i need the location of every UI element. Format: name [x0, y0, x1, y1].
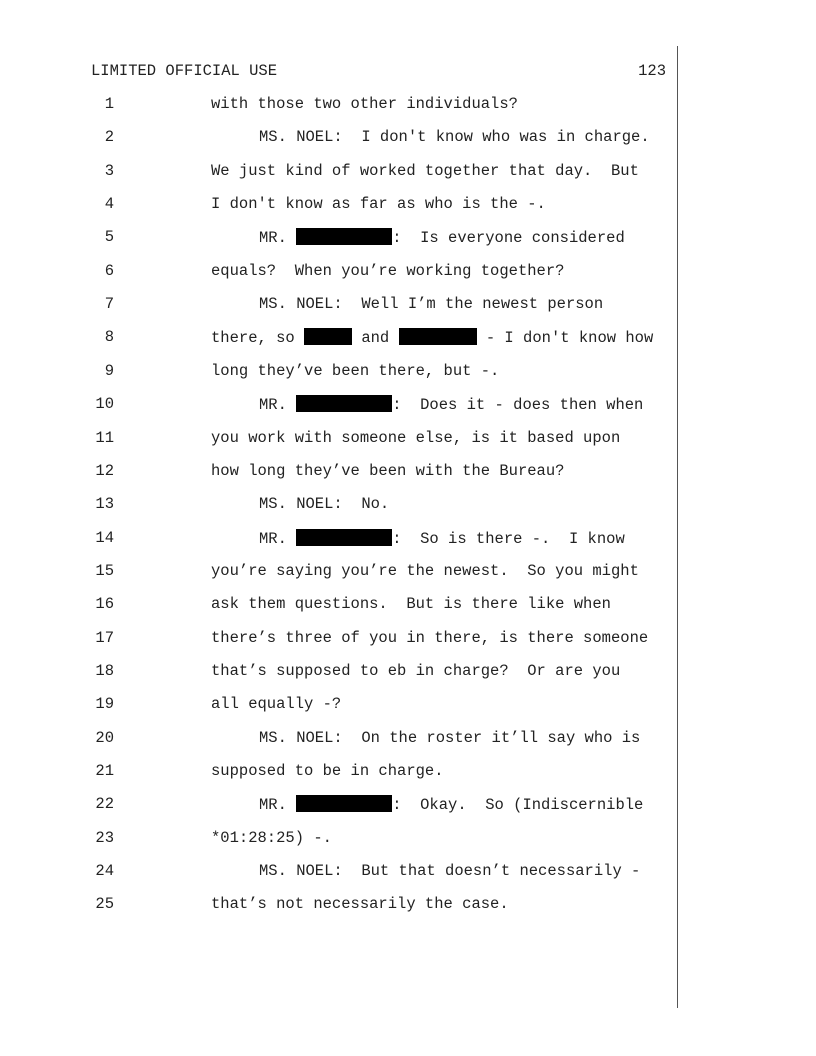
line-text: [211, 162, 639, 180]
line-text-segment: with those two other individuals?: [211, 95, 518, 113]
line-number: 19: [95, 695, 114, 713]
line-text: [211, 629, 648, 647]
transcript-line: [0, 95, 680, 119]
line-text-segment: you work with someone else, is it based upon: [211, 429, 621, 447]
line-text-segment: : Is everyone considered: [392, 229, 625, 247]
line-number: 17: [95, 629, 114, 647]
line-text: [259, 295, 603, 313]
line-text-segment: : So is there -. I know: [392, 530, 625, 548]
line-text: [211, 362, 499, 380]
line-text: [211, 762, 444, 780]
line-text: [259, 529, 625, 548]
redaction-block: [296, 795, 392, 812]
line-text: [211, 662, 620, 680]
transcript-line: [0, 195, 680, 219]
transcript-line: [0, 262, 680, 286]
line-number: 15: [95, 562, 114, 580]
line-text: [211, 595, 611, 613]
line-number: 2: [104, 128, 114, 146]
line-text: [211, 829, 332, 847]
line-text-segment: supposed to be in charge.: [211, 762, 444, 780]
line-text-segment: that’s not necessarily the case.: [211, 895, 509, 913]
transcript-line: [0, 128, 680, 152]
transcript-line: [0, 762, 680, 786]
transcript-line: [0, 862, 680, 886]
line-text: [211, 262, 564, 280]
transcript-line: [0, 429, 680, 453]
line-number: 18: [95, 662, 114, 680]
line-text-segment: MR.: [259, 530, 297, 548]
line-text-segment: : Does it - does then when: [392, 396, 644, 414]
transcript-line: [0, 462, 680, 486]
line-number: 3: [104, 162, 114, 180]
line-text: [211, 95, 518, 113]
line-number: 22: [95, 795, 114, 813]
line-text-segment: equals? When you’re working together?: [211, 262, 565, 280]
line-text-segment: We just kind of worked together that day. But: [211, 162, 639, 180]
line-text: [211, 429, 620, 447]
line-text: [259, 495, 389, 513]
line-number: 7: [104, 295, 114, 313]
redaction-block: [399, 328, 477, 345]
page-number: 123: [638, 62, 666, 80]
classification-header: LIMITED OFFICIAL USE: [91, 62, 278, 80]
line-text: [211, 695, 341, 713]
redaction-block: [296, 395, 392, 412]
line-text-segment: how long they’ve been with the Bureau?: [211, 462, 565, 480]
line-number: 13: [95, 495, 114, 513]
line-text-segment: *01:28:25) -.: [211, 829, 332, 847]
line-number: 12: [95, 462, 114, 480]
line-text-segment: MR.: [259, 396, 297, 414]
transcript-line: [0, 829, 680, 853]
transcript-line: [0, 295, 680, 319]
line-text-segment: all equally -?: [211, 695, 342, 713]
redaction-block: [304, 328, 352, 345]
line-number: 14: [95, 529, 114, 547]
line-text: [211, 562, 639, 580]
line-text-segment: that’s supposed to eb in charge? Or are you: [211, 662, 621, 680]
transcript-line: [0, 662, 680, 686]
line-text-segment: long they’ve been there, but -.: [211, 362, 500, 380]
line-text-segment: MS. NOEL: On the roster it’ll say who is: [259, 729, 641, 747]
line-text: [211, 328, 653, 347]
transcript-line: [0, 595, 680, 619]
line-number: 10: [95, 395, 114, 413]
line-text-segment: : Okay. So (Indiscernible: [392, 796, 644, 814]
line-text: [211, 195, 546, 213]
transcript-line: [0, 629, 680, 653]
line-text: [259, 795, 643, 814]
transcript-line: [0, 729, 680, 753]
line-text-segment: MS. NOEL: But that doesn’t necessarily -: [259, 862, 641, 880]
transcript-line: [0, 395, 680, 419]
transcript-line: [0, 328, 680, 352]
line-text-segment: ask them questions. But is there like when: [211, 595, 611, 613]
line-text-segment: you’re saying you’re the newest. So you might: [211, 562, 639, 580]
line-text-segment: and: [352, 329, 399, 347]
transcript-line: [0, 695, 680, 719]
line-text: [259, 228, 625, 247]
line-number: 11: [95, 429, 114, 447]
transcript-line: [0, 895, 680, 919]
line-number: 20: [95, 729, 114, 747]
line-number: 16: [95, 595, 114, 613]
transcript-line: [0, 228, 680, 252]
line-text: [259, 395, 643, 414]
line-number: 4: [104, 195, 114, 213]
line-number: 9: [104, 362, 114, 380]
line-number: 23: [95, 829, 114, 847]
transcript-line: [0, 495, 680, 519]
line-number: 21: [95, 762, 114, 780]
line-text-segment: - I don't know how: [476, 329, 654, 347]
line-text-segment: there, so: [211, 329, 305, 347]
line-text-segment: I don't know as far as who is the -.: [211, 195, 546, 213]
line-number: 1: [104, 95, 114, 113]
line-text-segment: there’s three of you in there, is there someone: [211, 629, 649, 647]
line-text-segment: MR.: [259, 229, 297, 247]
line-number: 8: [104, 328, 114, 346]
transcript-line: [0, 529, 680, 553]
line-number: 24: [95, 862, 114, 880]
transcript-line: [0, 795, 680, 819]
line-text-segment: MS. NOEL: I don't know who was in charge.: [259, 128, 650, 146]
transcript-line: [0, 562, 680, 586]
line-text: [259, 862, 640, 880]
transcript-line: [0, 162, 680, 186]
redaction-block: [296, 228, 392, 245]
line-number: 5: [104, 228, 114, 246]
line-text: [211, 895, 509, 913]
line-text: [259, 729, 640, 747]
line-number: 6: [104, 262, 114, 280]
line-text-segment: MS. NOEL: Well I’m the newest person: [259, 295, 604, 313]
line-text: [259, 128, 650, 146]
line-text: [211, 462, 564, 480]
line-text-segment: MS. NOEL: No.: [259, 495, 390, 513]
line-text-segment: MR.: [259, 796, 297, 814]
transcript-line: [0, 362, 680, 386]
line-number: 25: [95, 895, 114, 913]
redaction-block: [296, 529, 392, 546]
